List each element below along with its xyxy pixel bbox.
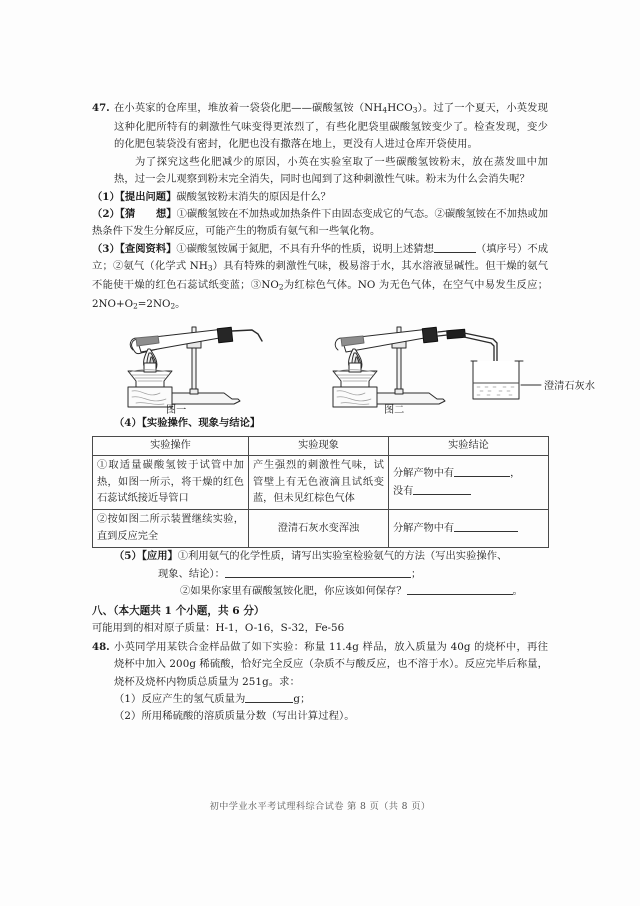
table-row [93, 456, 549, 510]
q47-no2-sub: 2 [278, 282, 284, 292]
q47-item-3-blank-1[interactable] [434, 241, 476, 253]
q47-formula-sub-1: 4 [382, 105, 388, 115]
question-48-number: 48. [92, 640, 110, 653]
q47-item-3-text-1: ①碳酸氢铵属于氮肥，不具有升华的性质，说明上述猜想 [176, 242, 434, 255]
q48-sub-1-unit: g； [293, 693, 311, 706]
conclusion-blank-1[interactable] [454, 520, 518, 532]
q47-item-3-text-6: 。 [175, 298, 186, 311]
conclusion-text-a: 分解产物中有 [393, 523, 455, 535]
q47-item-5-text-3: ②如果你家里有碳酸氢铵化肥，你应该如何保存？ [180, 585, 407, 598]
question-48-paragraph: 小英同学用某铁合金样品做了如下实验：称量 11.4g 样品，放入质量为 40g 的烧杯中，再往烧杯中加入 200g 稀硫酸，恰好完全反应（杂质不与酸反应，也不溶于水）。反应完毕后称量，烧杯及烧杯内物质总质量为 251g。求： [114, 640, 548, 688]
q47-item-5-blank-2[interactable] [407, 583, 513, 595]
q47-item-1-label: （1）【提出问题】 [92, 190, 177, 203]
table-header-operation: 实验操作 [93, 436, 249, 455]
question-47-number: 47. [92, 102, 110, 114]
question-48 [92, 639, 548, 726]
table-row [93, 510, 549, 548]
conclusion-blank-2[interactable] [413, 483, 471, 495]
q47-item-2 [92, 206, 548, 241]
q47-item-5-blank-1[interactable] [225, 566, 411, 578]
conclusion-line-1 [393, 520, 544, 537]
q47-o2-sub: 2 [133, 301, 138, 311]
table-cell-operation: ②按如图二所示装置继续实验，直到反应完全 [93, 510, 249, 548]
q47-item-5-line-3 [114, 583, 548, 600]
conclusion-line-1 [393, 465, 544, 482]
q47-item-5-text-3-end: 。 [512, 585, 523, 598]
section-8-atomic-mass: 可能用到的相对原子质量：H-1，O-16，S-32，Fe-56 [92, 622, 345, 635]
table-cell-phenomenon: 产生强烈的刺激性气味，试管壁上有无色液滴且试纸变蓝，但未见红棕色气体 [249, 456, 389, 510]
q47-item-3-text-2: （填序号）不成立；②氨气（化学式 NH [92, 242, 549, 273]
q47-item-3-text-5: =2NO [137, 298, 171, 311]
page-content [92, 100, 595, 726]
conclusion-text-a: 分解产物中有 [393, 468, 455, 480]
q47-no2b-sub: 2 [170, 301, 176, 311]
table-header-row [93, 436, 549, 455]
q47-p1-part-c: ）。过了一个夏天，小英发现这种化肥所特有的刺激性气味变得更浓烈了，有些化肥袋里碳酸氢铵变少了。检查发现，变少的化肥包装袋没有密封，化肥也没有撒落在地上，更没有人进过仓库开袋使用。 [114, 102, 548, 151]
table-cell-conclusion [389, 510, 549, 548]
q47-item-5 [92, 548, 548, 600]
q47-item-5-label: （5）【应用】 [114, 550, 178, 563]
conclusion-text-b: ， [510, 468, 521, 480]
q47-item-2-text: ①碳酸氢铵在不加热或加热条件下由固态变成它的气态。②碳酸氢铵在不加热或加热条件下发生分解反应，可能产生的物质有氨气和一些氧化物。 [92, 208, 548, 238]
table-cell-operation: ①取适量碳酸氢铵于试管中加热，如图一所示，将干燥的红色石蕊试纸接近导管口 [93, 456, 249, 510]
table-cell-conclusion [389, 456, 549, 510]
question-47-body [114, 100, 548, 189]
apparatus-figures [92, 319, 595, 417]
table-header-phenomenon: 实验现象 [249, 436, 389, 455]
table-header-conclusion: 实验结论 [389, 436, 549, 455]
limewater-label: 澄清石灰水 [544, 381, 595, 393]
q47-formula-sub-2: 3 [412, 105, 418, 115]
question-48-body [114, 639, 548, 726]
conclusion-text-c: 没有 [393, 485, 414, 497]
q47-item-3-text-4: 为红棕色气体。NO 为无色气体，在空气中易发生反应；2NO+O [92, 279, 548, 311]
page-footer: 初中学业水平考试理科综合试卷 第 8 页（共 8 页） [209, 801, 431, 812]
q47-item-4-label-text: （4）【实验操作、现象与结论】 [114, 417, 261, 430]
section-8-heading: 八、（本大题共 1 个小题，共 6 分） [92, 605, 265, 618]
q47-item-5-text-1: ①利用氨气的化学性质，请写出实验室检验氨气的方法（写出实验操作、 [177, 550, 508, 563]
apparatus-diagram-svg [92, 319, 548, 415]
q48-sub-1-blank[interactable] [245, 691, 293, 703]
question-47-paragraph-1 [114, 100, 548, 154]
q47-nh3-sub: 3 [207, 263, 213, 273]
figure-one-caption: 图一 [166, 405, 187, 417]
q47-item-4-label [92, 415, 548, 432]
q47-item-5-text-2: 现象、结论）： [158, 567, 225, 580]
figure-one-group [128, 327, 262, 407]
q47-item-2-label: （2）【猜 想】 [92, 208, 177, 221]
q47-item-3-text-3: ）具有特殊的刺激性气味，极易溶于水，其水溶液显碱性。但干燥的氨气不能使干燥的红色石蕊试纸变蓝；③NO [92, 260, 549, 292]
q48-sub-1-text: （1）反应产生的氢气质量为 [114, 693, 246, 706]
conclusion-line-2 [393, 483, 544, 500]
experiment-table [92, 436, 549, 548]
beaker-group [471, 361, 541, 399]
q47-item-3 [92, 241, 548, 316]
figure-two-caption: 图二 [384, 405, 405, 417]
conclusion-blank-1[interactable] [454, 465, 510, 477]
q47-p1-part-b: HCO [387, 102, 413, 114]
question-48-sub-1 [114, 691, 548, 708]
q47-item-1 [92, 189, 548, 206]
q47-p1-part-a: 在小英家的仓库里，堆放着一袋袋化肥——碳酸氢铵（NH [114, 102, 383, 114]
question-47 [92, 100, 548, 189]
q47-item-5-line-1 [114, 548, 548, 565]
q47-item-3-label: （3）【查阅资料】 [92, 242, 177, 255]
q47-item-5-line-2 [114, 566, 548, 583]
q47-item-5-text-2-end: ； [410, 567, 422, 580]
table-cell-phenomenon: 澄清石灰水变浑浊 [249, 510, 389, 548]
q47-item-1-text: 碳酸氢铵粉末消失的原因是什么？ [176, 190, 331, 203]
question-47-paragraph-2: 为了探究这些化肥减少的原因，小英在实验室取了一些碳酸氢铵粉末，放在蒸发皿中加热，过一会儿观察到粉末完全消失，同时也闻到了这种刺激性气味。粉末为什么会消失呢？ [114, 155, 548, 186]
question-48-sub-2: （2）所用稀硫酸的溶质质量分数（写出计算过程）。 [114, 710, 355, 723]
figure-two-group [333, 327, 541, 407]
